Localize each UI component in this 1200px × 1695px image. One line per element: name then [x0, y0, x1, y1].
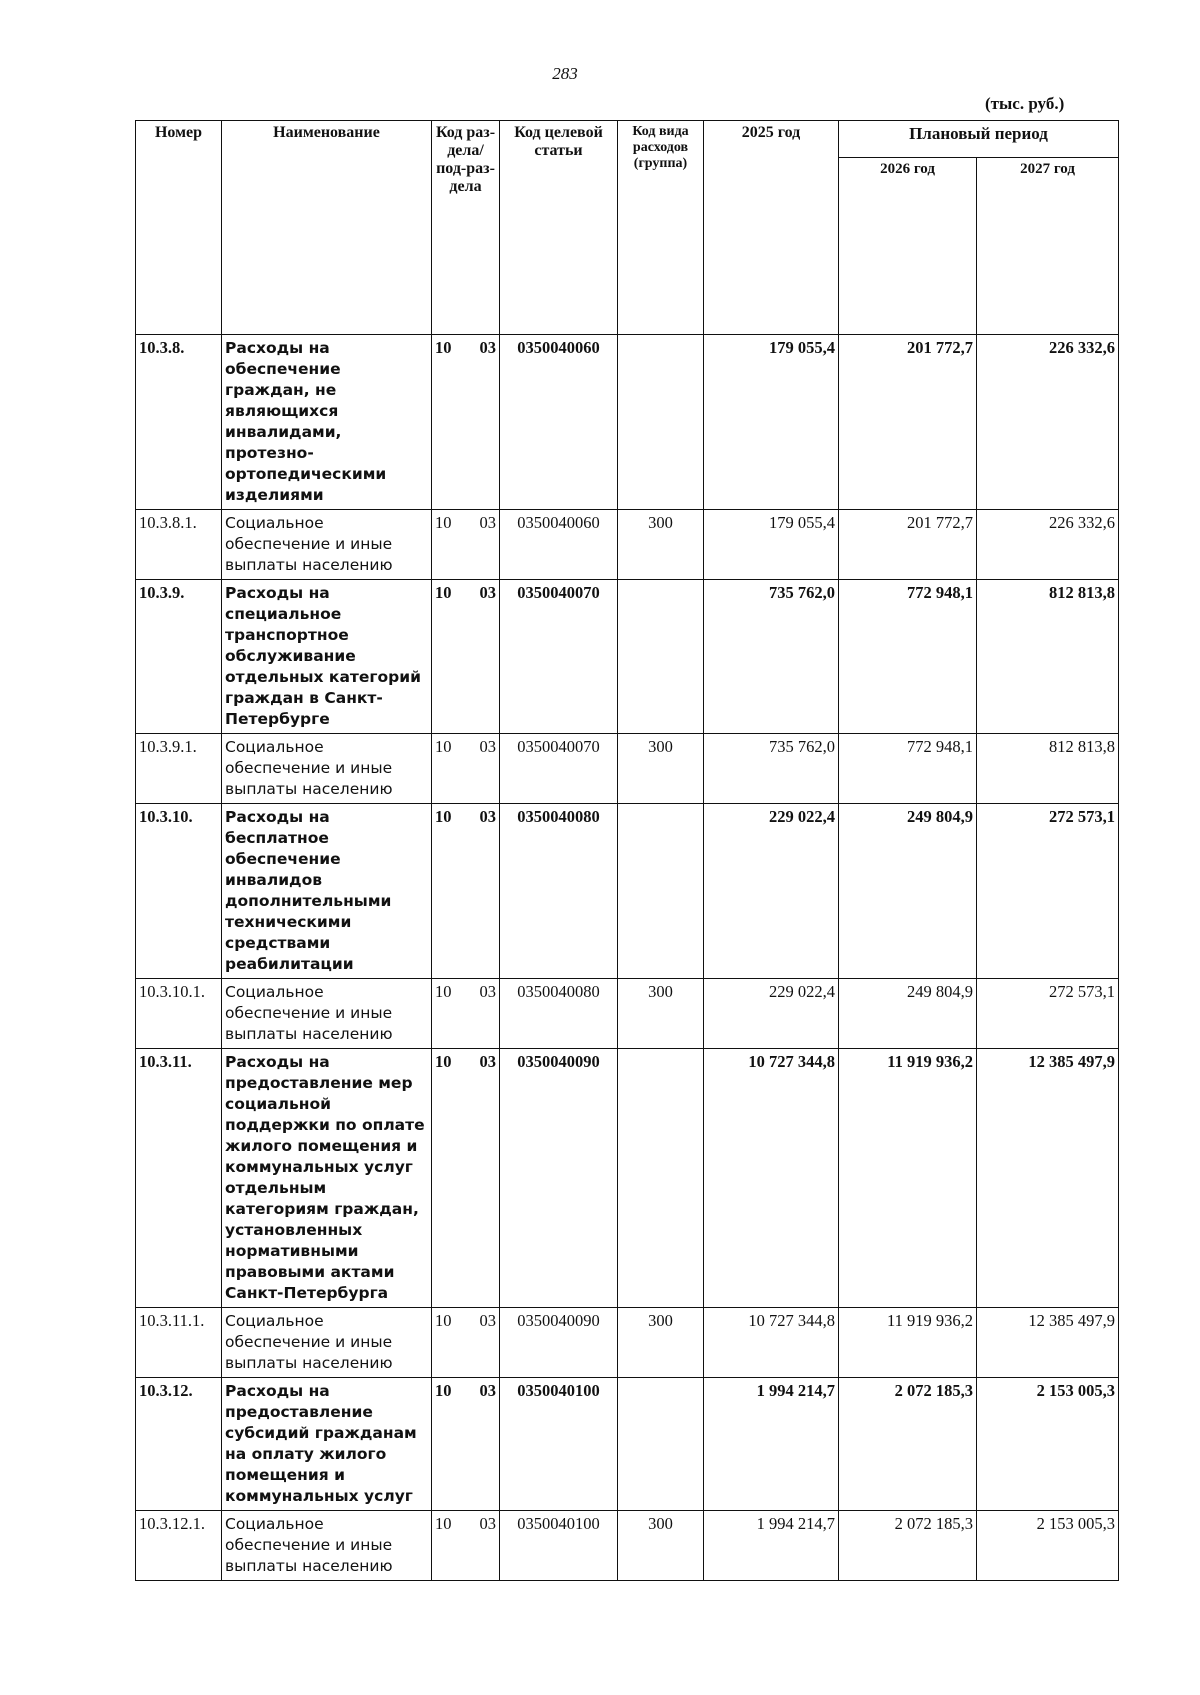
- row-2026: 2 072 185,3: [839, 1511, 977, 1581]
- row-number: 10.3.9.: [136, 580, 222, 734]
- table-row: [136, 1049, 1119, 1308]
- row-name: Социальное обеспечение и иные выплаты населению: [222, 979, 432, 1049]
- row-section-code: [432, 734, 500, 804]
- row-number: 10.3.10.: [136, 804, 222, 979]
- row-2026: 772 948,1: [839, 580, 977, 734]
- row-2026: 201 772,7: [839, 335, 977, 510]
- row-name: Расходы на бесплатное обеспечение инвалидов дополнительными техническими средствами реабилитации: [222, 804, 432, 979]
- row-2027: 226 332,6: [977, 335, 1119, 510]
- row-2025: 1 994 214,7: [704, 1511, 839, 1581]
- table-row: [136, 1378, 1119, 1511]
- row-2025: 735 762,0: [704, 734, 839, 804]
- row-target-code: 0350040080: [500, 804, 618, 979]
- row-section-code: [432, 1378, 500, 1511]
- row-expense-type: [618, 1049, 704, 1308]
- row-2026: 2 072 185,3: [839, 1378, 977, 1511]
- row-number: 10.3.10.1.: [136, 979, 222, 1049]
- row-number: 10.3.9.1.: [136, 734, 222, 804]
- header-section-code: Код раз-дела/ под-раз-дела: [432, 121, 500, 335]
- row-expense-type: [618, 580, 704, 734]
- budget-table: [135, 120, 1119, 1581]
- row-expense-type: [618, 804, 704, 979]
- row-section: 10: [435, 982, 452, 1001]
- row-name: Расходы на предоставление субсидий гражданам на оплату жилого помещения и коммунальных услуг: [222, 1378, 432, 1511]
- row-target-code: 0350040070: [500, 580, 618, 734]
- row-section-code: [432, 979, 500, 1049]
- row-target-code: 0350040080: [500, 979, 618, 1049]
- row-2027: 226 332,6: [977, 510, 1119, 580]
- row-number: 10.3.12.: [136, 1378, 222, 1511]
- row-2025: 10 727 344,8: [704, 1308, 839, 1378]
- row-2026: 249 804,9: [839, 979, 977, 1049]
- header-name: Наименование: [222, 121, 432, 335]
- units-label: (тыс. руб.): [985, 94, 1065, 113]
- row-2025: 229 022,4: [704, 979, 839, 1049]
- row-subsection: 03: [479, 1052, 496, 1071]
- row-2025: 179 055,4: [704, 510, 839, 580]
- row-2025: 229 022,4: [704, 804, 839, 979]
- row-target-code: 0350040090: [500, 1308, 618, 1378]
- row-2027: 12 385 497,9: [977, 1049, 1119, 1308]
- row-target-code: 0350040100: [500, 1511, 618, 1581]
- row-section-code: [432, 580, 500, 734]
- row-subsection: 03: [479, 1311, 496, 1330]
- row-name: Социальное обеспечение и иные выплаты населению: [222, 1511, 432, 1581]
- row-2025: 1 994 214,7: [704, 1378, 839, 1511]
- header-planned-period: Плановый период: [839, 121, 1119, 158]
- row-subsection: 03: [479, 1381, 496, 1400]
- row-section-code: [432, 804, 500, 979]
- row-2025: 735 762,0: [704, 580, 839, 734]
- row-target-code: 0350040060: [500, 335, 618, 510]
- row-2026: 201 772,7: [839, 510, 977, 580]
- table-row: [136, 1308, 1119, 1378]
- row-2026: 249 804,9: [839, 804, 977, 979]
- row-2027: 272 573,1: [977, 979, 1119, 1049]
- row-section: 10: [435, 338, 452, 357]
- row-target-code: 0350040060: [500, 510, 618, 580]
- row-section: 10: [435, 737, 452, 756]
- row-section-code: [432, 1308, 500, 1378]
- row-section-code: [432, 1049, 500, 1308]
- row-section: 10: [435, 1052, 452, 1071]
- row-subsection: 03: [479, 1514, 496, 1533]
- header-year-2025: 2025 год: [704, 121, 839, 335]
- table-row: [136, 804, 1119, 979]
- row-expense-type: 300: [618, 979, 704, 1049]
- table-row: [136, 734, 1119, 804]
- row-name: Расходы на обеспечение граждан, не являющихся инвалидами, протезно-ортопедическими изделиями: [222, 335, 432, 510]
- page-number: 283: [552, 64, 578, 83]
- table-row: [136, 335, 1119, 510]
- row-section-code: [432, 335, 500, 510]
- row-section-code: [432, 510, 500, 580]
- table-row: [136, 580, 1119, 734]
- row-subsection: 03: [479, 807, 496, 826]
- header-target-code: Код целевой статьи: [500, 121, 618, 335]
- header-year-2027: 2027 год: [977, 158, 1119, 335]
- row-section: 10: [435, 1381, 452, 1400]
- row-expense-type: 300: [618, 1511, 704, 1581]
- row-section: 10: [435, 513, 452, 532]
- row-expense-type: [618, 1378, 704, 1511]
- header-expense-type: Код вида расходов (группа): [618, 121, 704, 335]
- row-2027: 2 153 005,3: [977, 1511, 1119, 1581]
- row-section: 10: [435, 583, 452, 602]
- row-2027: 272 573,1: [977, 804, 1119, 979]
- row-section: 10: [435, 1311, 452, 1330]
- row-number: 10.3.11.: [136, 1049, 222, 1308]
- row-expense-type: 300: [618, 1308, 704, 1378]
- row-section: 10: [435, 1514, 452, 1533]
- row-2026: 11 919 936,2: [839, 1308, 977, 1378]
- row-target-code: 0350040090: [500, 1049, 618, 1308]
- row-2026: 772 948,1: [839, 734, 977, 804]
- row-name: Социальное обеспечение и иные выплаты населению: [222, 1308, 432, 1378]
- row-subsection: 03: [479, 737, 496, 756]
- row-2027: 2 153 005,3: [977, 1378, 1119, 1511]
- row-name: Расходы на предоставление мер социальной поддержки по оплате жилого помещения и коммунальных услуг отдельным категориям граждан, установленных нормативными правовыми актами Санкт-Петербурга: [222, 1049, 432, 1308]
- row-2025: 179 055,4: [704, 335, 839, 510]
- row-section-code: [432, 1511, 500, 1581]
- row-number: 10.3.8.1.: [136, 510, 222, 580]
- row-number: 10.3.12.1.: [136, 1511, 222, 1581]
- table-row: [136, 1511, 1119, 1581]
- row-expense-type: [618, 335, 704, 510]
- row-number: 10.3.8.: [136, 335, 222, 510]
- row-2025: 10 727 344,8: [704, 1049, 839, 1308]
- header-year-2026: 2026 год: [839, 158, 977, 335]
- row-number: 10.3.11.1.: [136, 1308, 222, 1378]
- row-name: Социальное обеспечение и иные выплаты населению: [222, 510, 432, 580]
- row-section: 10: [435, 807, 452, 826]
- row-2027: 812 813,8: [977, 580, 1119, 734]
- row-expense-type: 300: [618, 734, 704, 804]
- row-2027: 812 813,8: [977, 734, 1119, 804]
- row-subsection: 03: [479, 982, 496, 1001]
- table-body: [136, 335, 1119, 1581]
- row-expense-type: 300: [618, 510, 704, 580]
- row-target-code: 0350040100: [500, 1378, 618, 1511]
- row-subsection: 03: [479, 583, 496, 602]
- table-row: [136, 510, 1119, 580]
- header-number: Номер: [136, 121, 222, 335]
- row-target-code: 0350040070: [500, 734, 618, 804]
- row-subsection: 03: [479, 513, 496, 532]
- table-row: [136, 979, 1119, 1049]
- row-2026: 11 919 936,2: [839, 1049, 977, 1308]
- row-name: Социальное обеспечение и иные выплаты населению: [222, 734, 432, 804]
- row-2027: 12 385 497,9: [977, 1308, 1119, 1378]
- row-subsection: 03: [479, 338, 496, 357]
- row-name: Расходы на специальное транспортное обслуживание отдельных категорий граждан в Санкт-Петербурге: [222, 580, 432, 734]
